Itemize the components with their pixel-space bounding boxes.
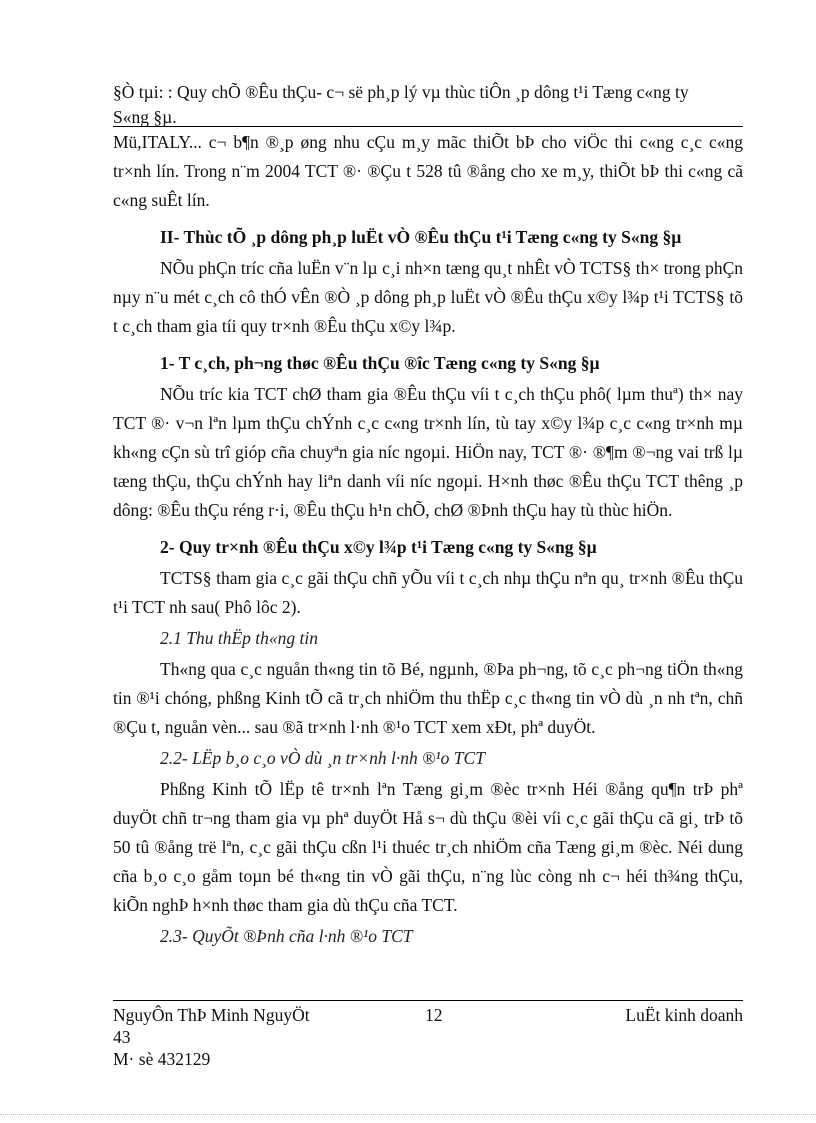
section-heading-1: 1- T c¸ch, ph¬ng thøc ®Êu thÇu ®îc Tæng c«ng ty S«ng §µ	[160, 353, 600, 373]
footer-class: 43	[113, 1027, 131, 1047]
page-footer	[113, 1004, 743, 1070]
subsection-heading-2-2: 2.2- LËp b¸o c¸o vÒ dù ¸n tr×nh l·nh ®¹o TCT	[160, 748, 485, 768]
paragraph-continuation: Mü,ITALY... c¬ b¶n ®¸p øng nhu cÇu m¸y mãc thiÕt bÞ cho viÖc thi c«ng c¸c c«ng tr×nh lín. Trong n¨m 2004 TCT ®· ®Çu t 528 tû ®ång cho xe m¸y, thiÕt bÞ thi c«ng cã c«ng suÊt lín.	[113, 132, 743, 210]
footer-student-id: M· sè 432129	[113, 1049, 211, 1069]
running-title-line-2: S«ng §µ.	[113, 107, 177, 127]
running-title-line-1: §Ò tµi: : Quy chÕ ®Êu thÇu- c¬ së ph¸p lý vµ thùc tiÔn ¸p dông t¹i Tæng c«ng ty	[113, 82, 689, 102]
footer-author: NguyÔn ThÞ Minh NguyÖt	[113, 1005, 310, 1025]
header-divider	[113, 126, 743, 127]
paragraph-intro: NÕu phÇn tríc cña luËn v¨n lµ c¸i nh×n tæng qu¸t nhÊt vÒ TCTS§ th× trong phÇn nµy n¨u mét c¸ch cô thÓ vÊn ®Ò ¸p dông ph¸p luËt vÒ ®Êu thÇu x©y l¾p t¹i TCTS§ tõ t c¸ch tham gia tíi quy tr×nh ®Êu thÇu x©y l¾p.	[113, 258, 743, 336]
paragraph-information: Th«ng qua c¸c nguån th«ng tin tõ Bé, ngµnh, ®Þa ph¬ng, tõ c¸c ph¬ng tiÖn th«ng tin ®¹i chóng, phßng Kinh tÕ cã tr¸ch nhiÖm thu thËp c¸c th«ng tin vÒ dù ¸n nh tªn, chñ ®Çu t, nguån vèn... sau ®ã tr×nh l·nh ®¹o TCT xem xÐt, phª duyÖt.	[113, 659, 743, 737]
page-number: 12	[425, 1005, 443, 1025]
running-header	[113, 80, 743, 130]
footer-divider	[113, 1000, 743, 1001]
section-heading-2: 2- Quy tr×nh ®Êu thÇu x©y l¾p t¹i Tæng c«ng ty S«ng §µ	[160, 537, 597, 557]
paragraph-process: TCTS§ tham gia c¸c gãi thÇu chñ yÕu víi t c¸ch nhµ thÇu nªn qu¸ tr×nh ®Êu thÇu t¹i TCT nh sau( Phô lôc 2).	[113, 568, 743, 617]
subsection-heading-2-3: 2.3- QuyÕt ®Þnh cña l·nh ®¹o TCT	[160, 926, 413, 946]
subsection-heading-2-1: 2.1 Thu thËp th«ng tin	[160, 628, 318, 648]
section-heading-ii: II- Thùc tÕ ¸p dông ph¸p luËt vÒ ®Êu thÇu t¹i Tæng c«ng ty S«ng §µ	[160, 227, 682, 247]
paragraph-contractor-role: NÕu tríc kia TCT chØ tham gia ®Êu thÇu víi t c¸ch thÇu phô( lµm thuª) th× nay TCT ®· v¬n lªn lµm thÇu chÝnh c¸c c«ng tr×nh lín, tù tay x©y l¾p c¸c c«ng tr×nh mµ kh«ng cÇn sù trî gióp cña chuyªn gia níc ngoµi. HiÖn nay, TCT ®· ®¶m ®¬ng vai trß lµ tæng thÇu, thÇu chÝnh hay liªn danh víi níc ngoµi. H×nh thøc ®Êu thÇu TCT thêng ¸p dông: ®Êu thÇu réng r·i, ®Êu thÇu h¹n chÕ, chØ ®Þnh thÇu hay tù thùc hiÖn.	[113, 384, 743, 520]
page-body	[113, 128, 743, 953]
footer-course: LuËt kinh doanh	[625, 1005, 743, 1025]
page-bottom-border	[0, 1114, 816, 1115]
paragraph-report: Phßng Kinh tÕ lËp tê tr×nh lªn Tæng gi¸m ®èc tr×nh Héi ®ång qu¶n trÞ phª duyÖt chñ tr¬ng tham gia vµ phª duyÖt Hå s¬ dù thÇu ®èi víi c¸c gãi thÇu cã gi¸ trÞ tõ 50 tû ®ång trë lªn, c¸c gãi thÇu cßn l¹i thuéc tr¸ch nhiÖm cña Tæng gi¸m ®èc. Néi dung cña b¸o c¸o gåm toµn bé th«ng tin vÒ gãi thÇu, n¨ng lùc còng nh c¬ héi th¾ng thÇu, kiÕn nghÞ h×nh thøc tham gia dù thÇu cña TCT.	[113, 779, 743, 915]
